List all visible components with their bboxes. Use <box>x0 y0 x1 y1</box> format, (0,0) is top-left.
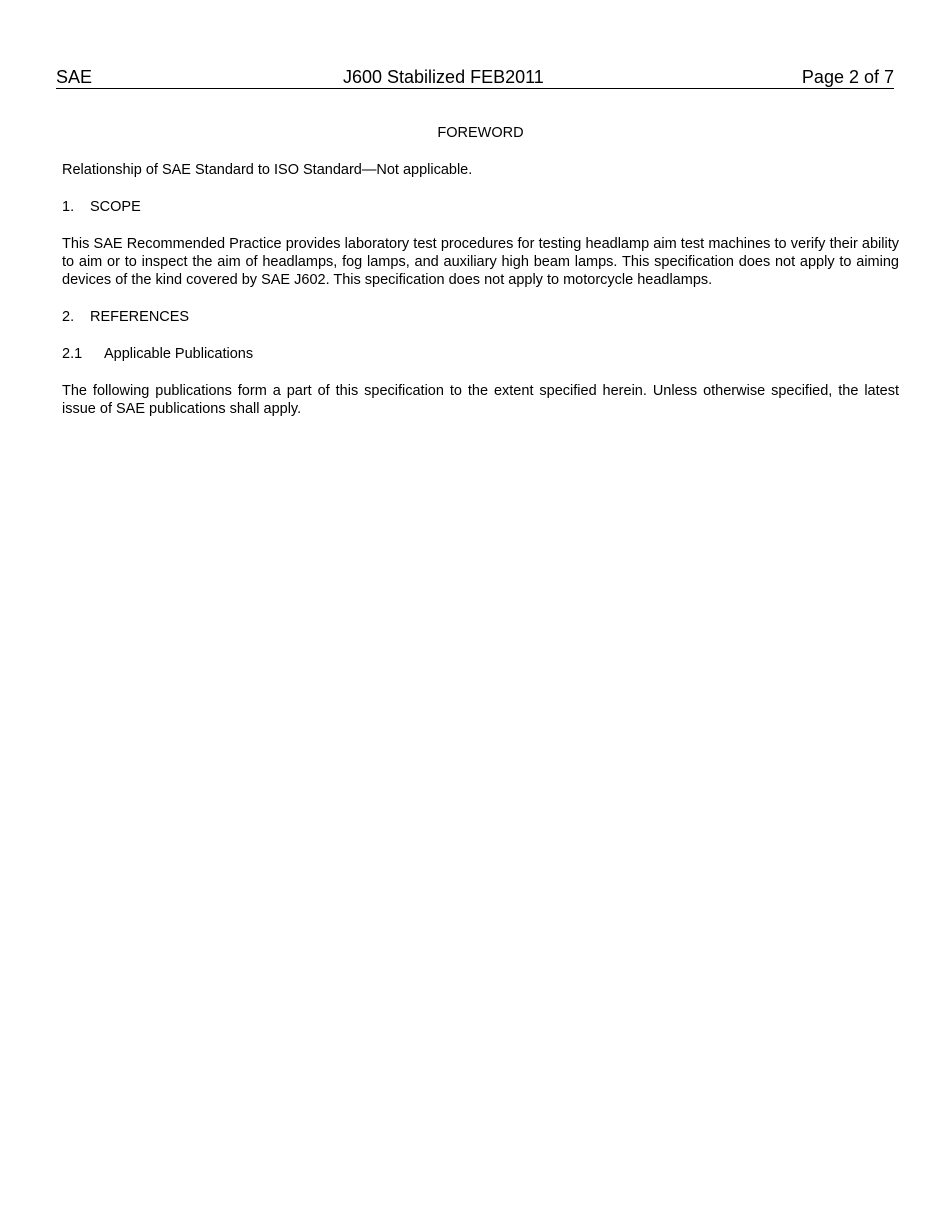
header-document-id: J600 Stabilized FEB2011 <box>343 67 544 87</box>
section-title: SCOPE <box>90 199 141 215</box>
section-heading-references <box>62 308 899 326</box>
header-page-number: Page 2 of 7 <box>801 67 894 87</box>
section-number: 1. <box>62 199 75 215</box>
subsection-number: 2.1 <box>62 346 83 362</box>
section-heading-scope <box>62 198 899 216</box>
applicable-publications-text: The following publications form a part of this specification to the extent specified herein. Unless otherwise specified, the latest issue of SAE publications shall apply. <box>62 383 899 417</box>
section-title: REFERENCES <box>90 309 190 325</box>
section-number: 2. <box>62 309 75 325</box>
subsection-title: Applicable Publications <box>104 346 254 362</box>
foreword-title: FOREWORD <box>437 125 524 141</box>
scope-text: This SAE Recommended Practice provides laboratory test procedures for testing headlamp aim test machines to verify their ability to aim or to inspect the aim of headlamps, fog lamps, and auxiliary high beam lamps. This specification does not apply to aiming devices of the kind covered by SAE J602. This specification does not apply to motorcycle headlamps. <box>62 236 899 288</box>
subsection-heading-applicable-publications <box>62 345 899 363</box>
foreword-text: Relationship of SAE Standard to ISO Standard—Not applicable. <box>62 162 473 178</box>
document-body <box>62 124 899 437</box>
page-header <box>56 66 894 89</box>
header-organization: SAE <box>56 67 93 87</box>
